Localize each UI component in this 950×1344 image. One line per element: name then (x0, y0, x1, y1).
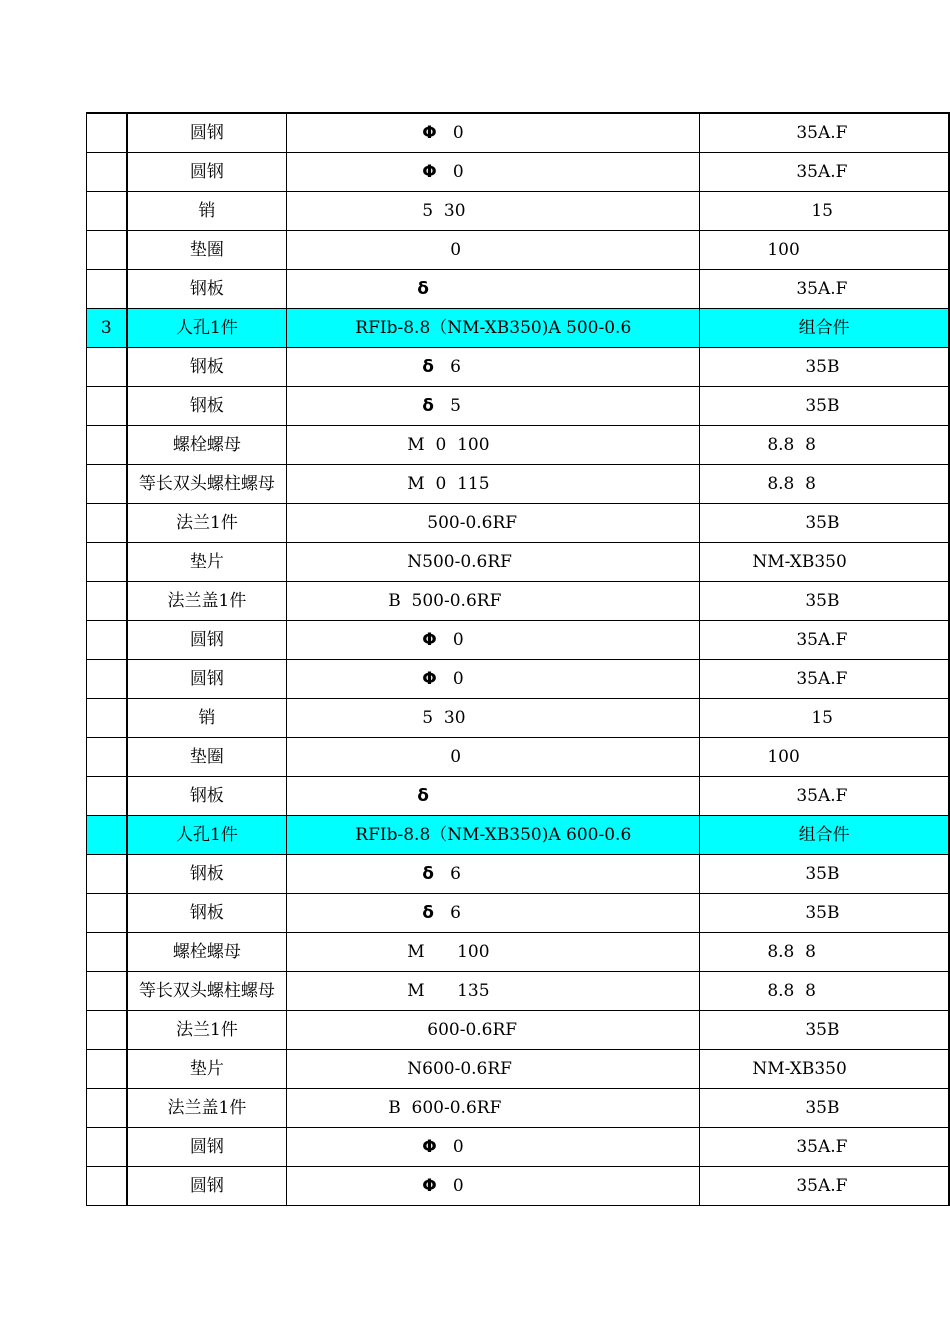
part-name-cell: 圆钢 (127, 660, 287, 699)
part-name-cell: 螺栓螺母 (127, 426, 287, 465)
spec-cell: Φ 0 (287, 1167, 700, 1206)
part-name-cell: 圆钢 (127, 1128, 287, 1167)
row-number-cell (87, 933, 127, 972)
part-name-cell: 钢板 (127, 387, 287, 426)
table-row (87, 1128, 950, 1167)
part-name-cell: 钢板 (127, 855, 287, 894)
table-row (87, 113, 950, 153)
part-name-cell: 圆钢 (127, 113, 287, 153)
material-cell: 35A.F (700, 777, 949, 816)
part-name-cell: 销 (127, 699, 287, 738)
row-number-cell (87, 660, 127, 699)
table-row (87, 387, 950, 426)
row-number-cell (87, 504, 127, 543)
spec-cell: δ 6 (287, 348, 700, 387)
table-row (87, 309, 950, 348)
spec-cell: M 0 100 (287, 426, 700, 465)
part-name-cell: 销 (127, 192, 287, 231)
row-number-cell (87, 738, 127, 777)
part-name-cell: 圆钢 (127, 1167, 287, 1206)
spec-cell: Φ 0 (287, 660, 700, 699)
part-name-cell: 钢板 (127, 894, 287, 933)
material-cell: 35B (700, 1011, 949, 1050)
material-cell: 8.8 8 (700, 426, 949, 465)
table-row (87, 582, 950, 621)
material-cell: 35A.F (700, 113, 949, 153)
phi-symbol: Φ (422, 669, 437, 689)
material-cell: 35B (700, 855, 949, 894)
table-row (87, 270, 950, 309)
table-row (87, 777, 950, 816)
delta-symbol: δ (417, 279, 429, 299)
table-row (87, 192, 950, 231)
phi-symbol: Φ (422, 1176, 437, 1196)
material-cell: 100 (700, 738, 949, 777)
spec-cell: 0 (287, 738, 700, 777)
spec-cell: B 500-0.6RF (287, 582, 700, 621)
table-row (87, 621, 950, 660)
row-number-cell (87, 699, 127, 738)
table-row (87, 816, 950, 855)
table-row (87, 348, 950, 387)
material-cell: 35B (700, 1089, 949, 1128)
spec-cell: M 0 115 (287, 465, 700, 504)
spec-cell (287, 270, 700, 309)
material-cell: NM-XB350 (700, 1050, 949, 1089)
spec-cell: RFⅠb-8.8（NM-XB350)A 600-0.6 (287, 816, 700, 855)
spec-cell: Φ 0 (287, 153, 700, 192)
table-row (87, 543, 950, 582)
part-name-cell: 圆钢 (127, 153, 287, 192)
row-number-cell (87, 1050, 127, 1089)
spec-cell: N500-0.6RF (287, 543, 700, 582)
material-cell: 35A.F (700, 660, 949, 699)
row-number-cell (87, 192, 127, 231)
row-number-cell (87, 153, 127, 192)
spec-cell: δ 6 (287, 855, 700, 894)
table-row (87, 972, 950, 1011)
material-cell: 35B (700, 582, 949, 621)
material-cell: 35B (700, 387, 949, 426)
material-cell: 组合件 (700, 816, 949, 855)
parts-table (86, 112, 950, 1206)
material-cell: 8.8 8 (700, 933, 949, 972)
material-cell: 8.8 8 (700, 465, 949, 504)
material-cell: 35A.F (700, 270, 949, 309)
material-cell: 35B (700, 504, 949, 543)
table-row (87, 933, 950, 972)
row-number-cell (87, 777, 127, 816)
phi-symbol: Φ (422, 630, 437, 650)
part-name-cell: 钢板 (127, 777, 287, 816)
table-row (87, 1050, 950, 1089)
material-cell: 组合件 (700, 309, 949, 348)
part-name-cell: 法兰盖1件 (127, 582, 287, 621)
material-cell: 35A.F (700, 1167, 949, 1206)
part-name-cell: 法兰1件 (127, 1011, 287, 1050)
row-number-cell (87, 621, 127, 660)
spec-cell: RFⅠb-8.8（NM-XB350)A 500-0.6 (287, 309, 700, 348)
material-cell: 8.8 8 (700, 972, 949, 1011)
row-number-cell (87, 1128, 127, 1167)
spec-cell: B 600-0.6RF (287, 1089, 700, 1128)
material-cell: 35B (700, 348, 949, 387)
spec-cell: δ 5 (287, 387, 700, 426)
spec-cell: 600-0.6RF (287, 1011, 700, 1050)
spec-cell (287, 777, 700, 816)
table-row (87, 738, 950, 777)
part-name-cell: 人孔1件 (127, 816, 287, 855)
row-number-cell (87, 972, 127, 1011)
phi-symbol: Φ (422, 162, 437, 182)
material-cell: 35A.F (700, 153, 949, 192)
spec-cell: 5 30 (287, 699, 700, 738)
table-row (87, 855, 950, 894)
part-name-cell: 螺栓螺母 (127, 933, 287, 972)
phi-symbol: Φ (422, 1137, 437, 1157)
row-number-cell (87, 1011, 127, 1050)
table-row (87, 426, 950, 465)
table-row (87, 1089, 950, 1128)
spec-cell: N600-0.6RF (287, 1050, 700, 1089)
row-number-cell (87, 894, 127, 933)
delta-symbol: δ (422, 396, 434, 416)
spec-cell: M 135 (287, 972, 700, 1011)
spec-cell: Φ 0 (287, 1128, 700, 1167)
row-number-cell (87, 270, 127, 309)
spec-cell: M 100 (287, 933, 700, 972)
table-row (87, 153, 950, 192)
spec-cell: 0 (287, 231, 700, 270)
part-name-cell: 钢板 (127, 348, 287, 387)
row-number-cell: 3 (87, 309, 127, 348)
table-row (87, 465, 950, 504)
material-cell: 15 (700, 192, 949, 231)
part-name-cell: 垫圈 (127, 738, 287, 777)
part-name-cell: 钢板 (127, 270, 287, 309)
part-name-cell: 等长双头螺柱螺母 (127, 465, 287, 504)
part-name-cell: 圆钢 (127, 621, 287, 660)
part-name-cell: 法兰1件 (127, 504, 287, 543)
row-number-cell (87, 816, 127, 855)
table-row (87, 231, 950, 270)
row-number-cell (87, 231, 127, 270)
part-name-cell: 法兰盖1件 (127, 1089, 287, 1128)
material-cell: 35A.F (700, 621, 949, 660)
parts-table-body (87, 113, 950, 1206)
part-name-cell: 垫片 (127, 543, 287, 582)
row-number-cell (87, 348, 127, 387)
spec-cell: 500-0.6RF (287, 504, 700, 543)
row-number-cell (87, 582, 127, 621)
delta-symbol: δ (422, 357, 434, 377)
row-number-cell (87, 855, 127, 894)
row-number-cell (87, 426, 127, 465)
spec-cell: 5 30 (287, 192, 700, 231)
row-number-cell (87, 1167, 127, 1206)
material-cell: 15 (700, 699, 949, 738)
table-row (87, 894, 950, 933)
material-cell: 35B (700, 894, 949, 933)
table-row (87, 699, 950, 738)
table-row (87, 1011, 950, 1050)
material-cell: 35A.F (700, 1128, 949, 1167)
row-number-cell (87, 543, 127, 582)
material-cell: NM-XB350 (700, 543, 949, 582)
delta-symbol: δ (417, 786, 429, 806)
spec-cell: Φ 0 (287, 113, 700, 153)
row-number-cell (87, 1089, 127, 1128)
part-name-cell: 人孔1件 (127, 309, 287, 348)
part-name-cell: 等长双头螺柱螺母 (127, 972, 287, 1011)
delta-symbol: δ (422, 864, 434, 884)
phi-symbol: Φ (422, 123, 437, 143)
spec-cell: δ 6 (287, 894, 700, 933)
row-number-cell (87, 465, 127, 504)
delta-symbol: δ (422, 903, 434, 923)
table-row (87, 660, 950, 699)
part-name-cell: 垫圈 (127, 231, 287, 270)
material-cell: 100 (700, 231, 949, 270)
row-number-cell (87, 387, 127, 426)
spec-cell: Φ 0 (287, 621, 700, 660)
table-row (87, 1167, 950, 1206)
table-row (87, 504, 950, 543)
part-name-cell: 垫片 (127, 1050, 287, 1089)
row-number-cell (87, 113, 127, 153)
